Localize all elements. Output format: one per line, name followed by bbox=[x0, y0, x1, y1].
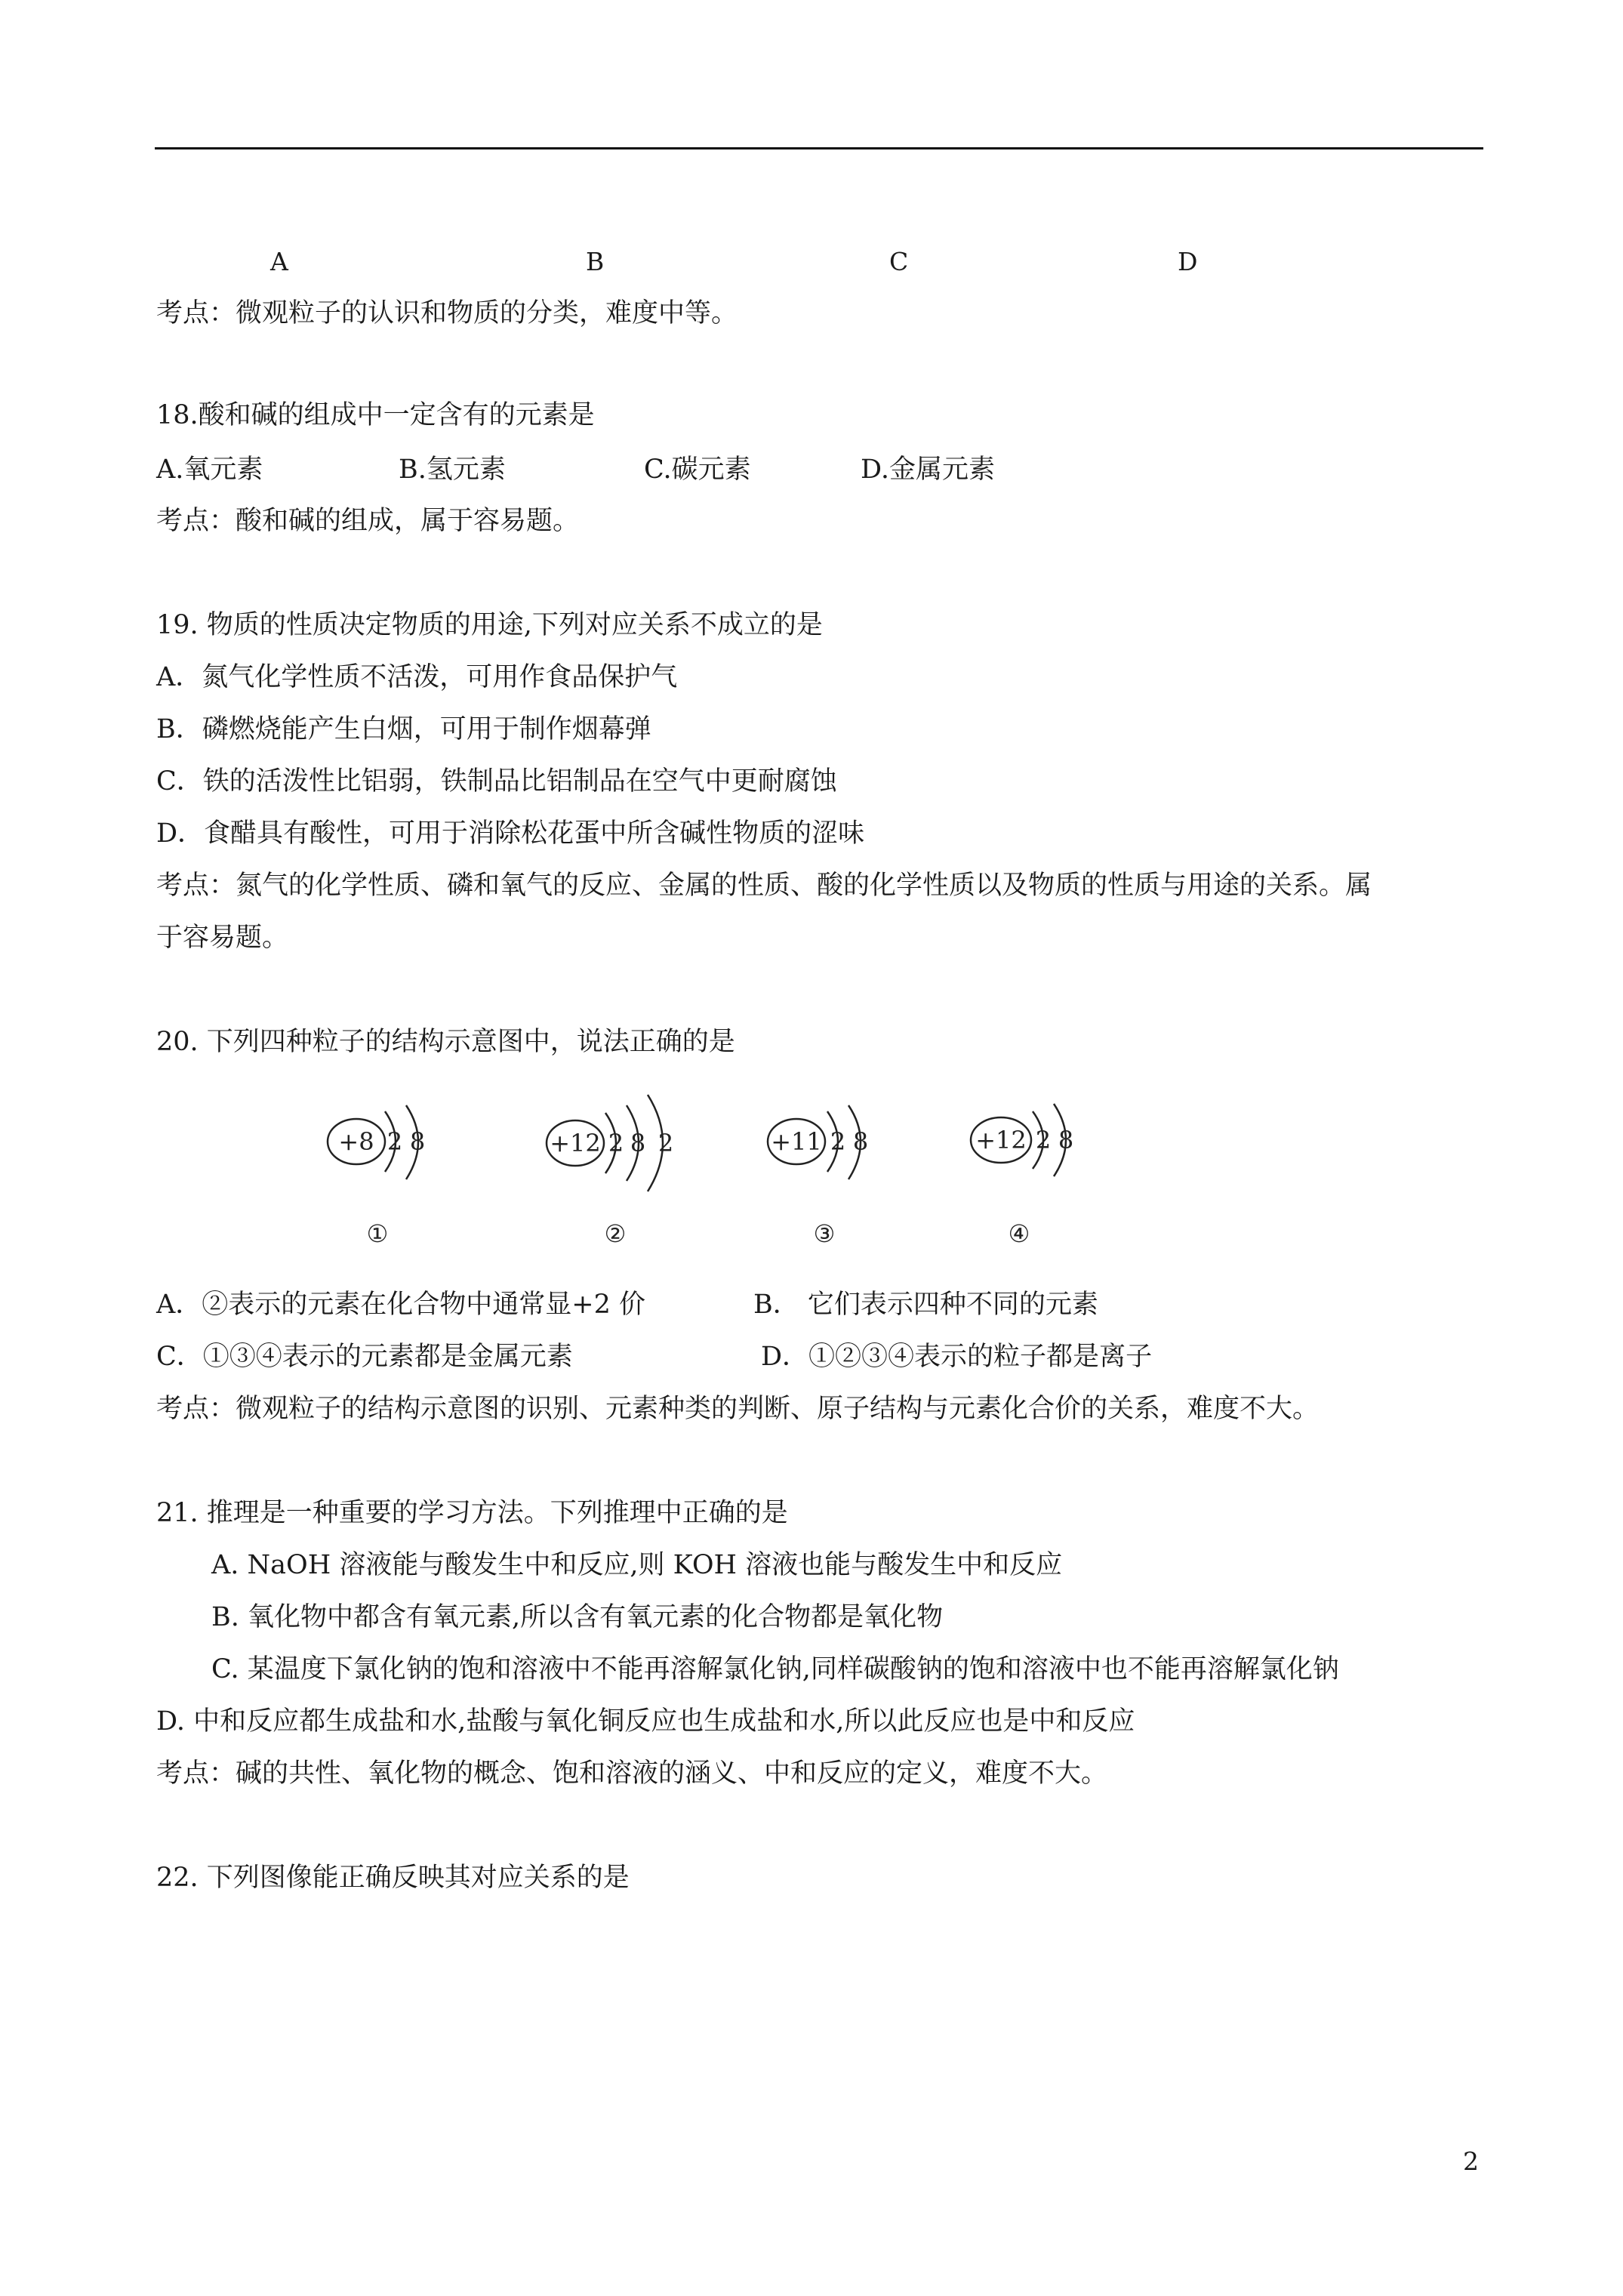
diagram-2-shell-3: 2 bbox=[658, 1129, 674, 1157]
diagram-3-label: ③ bbox=[813, 1219, 836, 1248]
diagram-4-nucleus: +12 bbox=[975, 1126, 1027, 1154]
diagram-2-shell-2: 8 bbox=[630, 1129, 646, 1157]
diagram-2-label: ② bbox=[604, 1219, 627, 1248]
q21-option-a: A. NaOH 溶液能与酸发生中和反应,则 KOH 溶液也能与酸发生中和反应 bbox=[211, 1550, 1063, 1580]
diagram-1-label: ① bbox=[366, 1219, 389, 1248]
q19-stem: 19. 物质的性质决定物质的用途,下列对应关系不成立的是 bbox=[156, 610, 823, 640]
diagram-4-label: ④ bbox=[1008, 1219, 1030, 1248]
diagram-4-shell-2: 8 bbox=[1058, 1126, 1074, 1154]
q18-option-c: C.碳元素 bbox=[644, 455, 751, 485]
q21-stem: 21. 推理是一种重要的学习方法。下列推理中正确的是 bbox=[156, 1498, 788, 1528]
q17-label-b: B bbox=[586, 247, 605, 276]
q21-option-c: C. 某温度下氯化钠的饱和溶液中不能再溶解氯化钠,同样碳酸钠的饱和溶液中也不能再溶解氯化钠 bbox=[211, 1654, 1339, 1684]
q17-kaodian: 考点：微观粒子的认识和物质的分类，难度中等。 bbox=[156, 298, 738, 328]
q22-stem: 22. 下列图像能正确反映其对应关系的是 bbox=[156, 1863, 630, 1893]
q19-kaodian-line1: 考点：氮气的化学性质、磷和氧气的反应、金属的性质、酸的化学性质以及物质的性质与用途的关系。属 bbox=[156, 871, 1372, 901]
q21-kaodian: 考点：碱的共性、氧化物的概念、饱和溶液的涵义、中和反应的定义，难度不大。 bbox=[156, 1758, 1108, 1789]
q18-stem: 18.酸和碱的组成中一定含有的元素是 bbox=[156, 400, 595, 430]
page-number: 2 bbox=[1463, 2147, 1479, 2176]
particle-structure-diagrams bbox=[317, 1072, 1163, 1253]
q20-option-a: A．②表示的元素在化合物中通常显+2 价 bbox=[156, 1290, 645, 1320]
q19-option-b: B．磷燃烧能产生白烟，可用于制作烟幕弹 bbox=[156, 714, 651, 744]
diagram-1-shell-1: 2 bbox=[387, 1127, 403, 1156]
q18-option-a: A.氧元素 bbox=[156, 455, 263, 485]
q20-kaodian: 考点：微观粒子的结构示意图的识别、元素种类的判断、原子结构与元素化合价的关系，难度不大。 bbox=[156, 1394, 1320, 1424]
diagram-3-shell-2: 8 bbox=[852, 1127, 869, 1156]
q20-option-b: B． 它们表示四种不同的元素 bbox=[753, 1290, 1098, 1320]
q20-stem: 20. 下列四种粒子的结构示意图中，说法正确的是 bbox=[156, 1027, 735, 1057]
header-rule bbox=[155, 147, 1483, 149]
diagram-3-shell-1: 2 bbox=[830, 1127, 846, 1156]
diagram-4-shell-1: 2 bbox=[1035, 1126, 1052, 1154]
q19-option-c: C．铁的活泼性比铝弱，铁制品比铝制品在空气中更耐腐蚀 bbox=[156, 766, 837, 797]
q19-option-d: D．食醋具有酸性，可用于消除松花蛋中所含碱性物质的涩味 bbox=[156, 818, 865, 849]
q17-label-d: D bbox=[1178, 247, 1198, 276]
diagram-1-nucleus: +8 bbox=[338, 1127, 374, 1156]
q17-label-c: C bbox=[889, 247, 909, 276]
q18-kaodian: 考点：酸和碱的组成，属于容易题。 bbox=[156, 506, 580, 536]
q21-option-d: D. 中和反应都生成盐和水,盐酸与氧化铜反应也生成盐和水,所以此反应也是中和反应 bbox=[156, 1706, 1135, 1737]
q20-option-c: C．①③④表示的元素都是金属元素 bbox=[156, 1342, 573, 1372]
diagram-2-nucleus: +12 bbox=[550, 1129, 601, 1157]
diagram-2-shell-1: 2 bbox=[608, 1129, 624, 1157]
q18-option-d: D.金属元素 bbox=[861, 455, 995, 485]
q19-kaodian-line2: 于容易题。 bbox=[156, 923, 289, 953]
q18-option-b: B.氢元素 bbox=[399, 455, 506, 485]
diagram-3-nucleus: +11 bbox=[771, 1127, 822, 1156]
q17-label-a: A bbox=[270, 247, 288, 276]
diagram-1-shell-2: 8 bbox=[409, 1127, 426, 1156]
q21-option-b: B. 氧化物中都含有氧元素,所以含有氧元素的化合物都是氧化物 bbox=[211, 1602, 944, 1632]
q20-option-d: D．①②③④表示的粒子都是离子 bbox=[761, 1342, 1153, 1372]
q19-option-a: A．氮气化学性质不活泼，可用作食品保护气 bbox=[156, 662, 678, 692]
